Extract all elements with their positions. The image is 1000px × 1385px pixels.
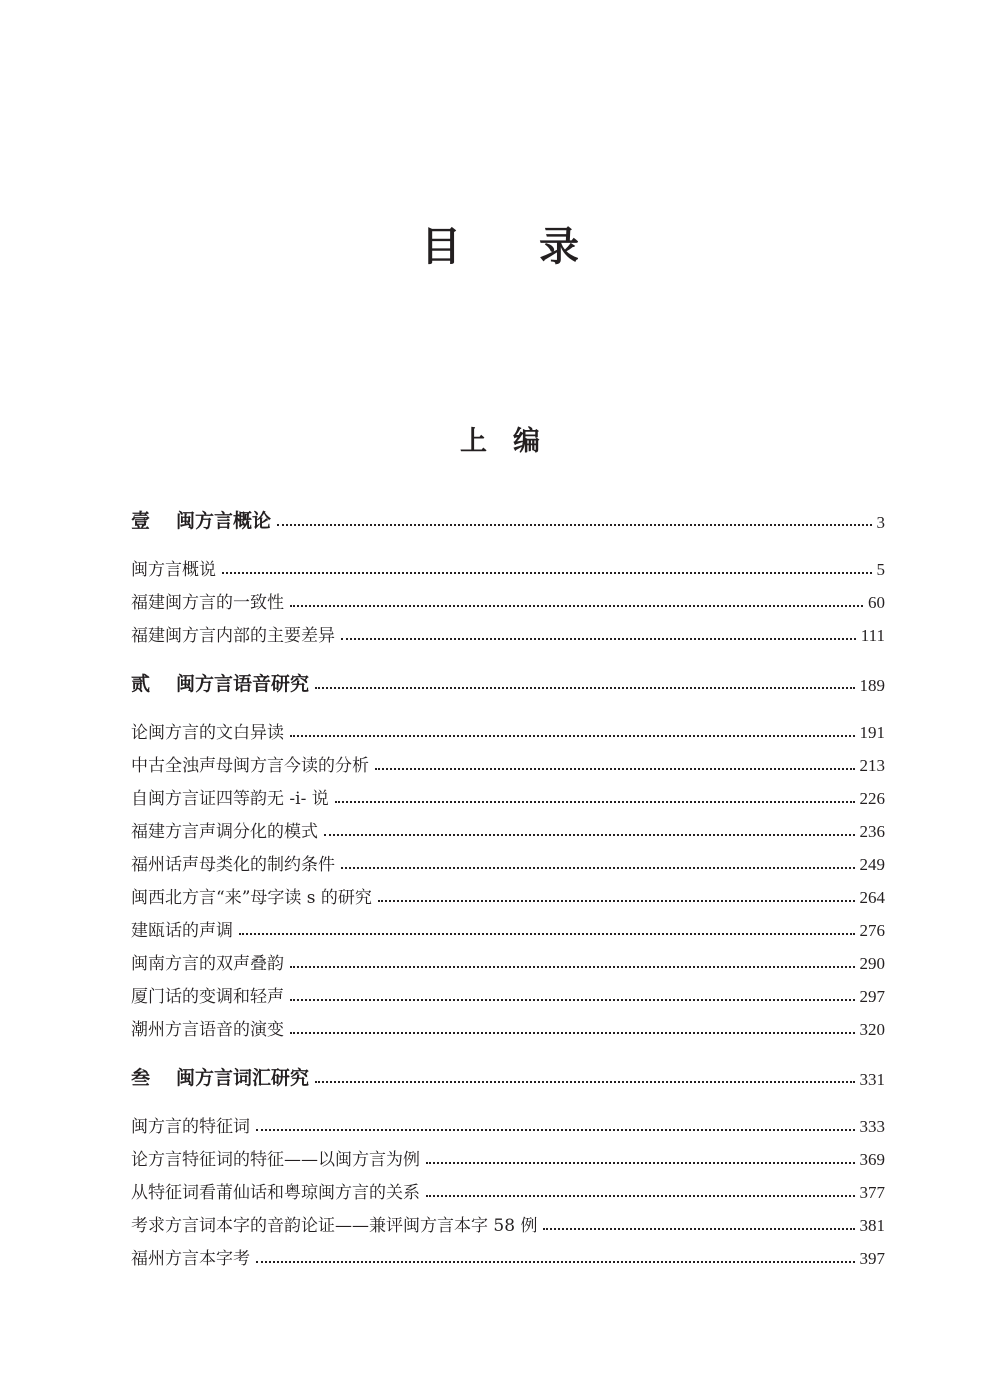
entry-title: 福建方言声调分化的模式	[131, 822, 318, 842]
entry-title: 潮州方言语音的演变	[131, 1020, 284, 1040]
page-number: 213	[859, 756, 885, 775]
page-number: 3	[876, 513, 885, 532]
toc-entry[interactable]	[131, 781, 885, 809]
entry-title: 闽方言概说	[131, 560, 216, 580]
dot-leader	[256, 1261, 855, 1263]
part-title: 上编	[460, 426, 566, 457]
page-number: 320	[859, 1020, 885, 1039]
page-number: 60	[868, 593, 885, 612]
chapter-number: 叁	[131, 1067, 151, 1089]
entry-title: 福州方言本字考	[131, 1249, 250, 1269]
page-number: 264	[859, 888, 885, 907]
dot-leader	[426, 1195, 855, 1197]
entry-title: 从特征词看莆仙话和粤琼闽方言的关系	[131, 1183, 420, 1203]
page-number: 377	[859, 1183, 885, 1202]
dot-leader	[315, 1081, 854, 1083]
entry-title: 闽方言的特征词	[131, 1117, 250, 1137]
dot-leader	[222, 572, 872, 574]
page-number: 226	[859, 789, 885, 808]
dot-leader	[256, 1129, 855, 1131]
dot-leader	[378, 900, 855, 902]
chapter-heading[interactable]	[131, 505, 885, 533]
toc-entry[interactable]	[131, 715, 885, 743]
toc-entry[interactable]	[131, 1241, 885, 1269]
chapter-number: 壹	[131, 510, 151, 532]
page-number: 276	[859, 921, 885, 940]
dot-leader	[290, 999, 855, 1001]
page-number: 331	[859, 1070, 885, 1089]
dot-leader	[290, 735, 855, 737]
page-number: 397	[859, 1249, 885, 1268]
dot-leader	[324, 834, 855, 836]
toc-entry[interactable]	[131, 847, 885, 875]
dot-leader	[375, 768, 855, 770]
toc-entry[interactable]	[131, 1109, 885, 1137]
entry-title: 福建闽方言内部的主要差异	[131, 626, 335, 646]
toc-entry[interactable]	[131, 552, 885, 580]
dot-leader	[543, 1228, 854, 1230]
chapter-title: 闽方言概论	[176, 510, 272, 532]
page-number: 369	[859, 1150, 885, 1169]
dot-leader	[341, 638, 856, 640]
dot-leader	[277, 524, 871, 526]
dot-leader	[290, 1032, 855, 1034]
dot-leader	[426, 1162, 855, 1164]
toc-entry[interactable]	[131, 1142, 885, 1170]
chapter-heading[interactable]	[131, 1062, 885, 1090]
page-number: 5	[876, 560, 885, 579]
chapter-title: 闽方言语音研究	[176, 673, 310, 695]
toc-entry[interactable]	[131, 1012, 885, 1040]
page-number: 297	[859, 987, 885, 1006]
dot-leader	[335, 801, 855, 803]
page-number: 111	[860, 626, 885, 645]
toc-entry[interactable]	[131, 585, 885, 613]
chapter-heading[interactable]	[131, 668, 885, 696]
entry-title: 闽南方言的双声叠韵	[131, 954, 284, 974]
page-number: 236	[859, 822, 885, 841]
chapter-number: 贰	[131, 673, 151, 695]
toc-entry[interactable]	[131, 979, 885, 1007]
entry-title: 福建闽方言的一致性	[131, 593, 284, 613]
toc-entry[interactable]	[131, 913, 885, 941]
toc-entry[interactable]	[131, 946, 885, 974]
entry-title: 闽西北方言“来”母字读 s 的研究	[131, 888, 372, 908]
entry-title: 论方言特征词的特征——以闽方言为例	[131, 1150, 420, 1170]
entry-title: 建瓯话的声调	[131, 921, 233, 941]
page-title: 目录	[421, 224, 657, 270]
dot-leader	[290, 605, 863, 607]
toc-entry[interactable]	[131, 1175, 885, 1203]
entry-title: 考求方言词本字的音韵论证——兼评闽方言本字 58 例	[131, 1216, 538, 1236]
toc-entry[interactable]	[131, 814, 885, 842]
entry-title: 中古全浊声母闽方言今读的分析	[131, 756, 369, 776]
dot-leader	[239, 933, 855, 935]
page-number: 290	[859, 954, 885, 973]
toc-entry[interactable]	[131, 880, 885, 908]
chapter-title: 闽方言词汇研究	[176, 1067, 310, 1089]
dot-leader	[315, 687, 854, 689]
page-number: 333	[859, 1117, 885, 1136]
page-number: 381	[859, 1216, 885, 1235]
entry-title: 论闽方言的文白异读	[131, 723, 284, 743]
toc-entry[interactable]	[131, 1208, 885, 1236]
entry-title: 福州话声母类化的制约条件	[131, 855, 335, 875]
page-number: 191	[859, 723, 885, 742]
page-number: 189	[859, 676, 885, 695]
entry-title: 自闽方言证四等韵无 -i- 说	[131, 789, 329, 809]
entry-title: 厦门话的变调和轻声	[131, 987, 284, 1007]
toc-entry[interactable]	[131, 618, 885, 646]
dot-leader	[290, 966, 855, 968]
page-number: 249	[859, 855, 885, 874]
toc-entry[interactable]	[131, 748, 885, 776]
dot-leader	[341, 867, 855, 869]
